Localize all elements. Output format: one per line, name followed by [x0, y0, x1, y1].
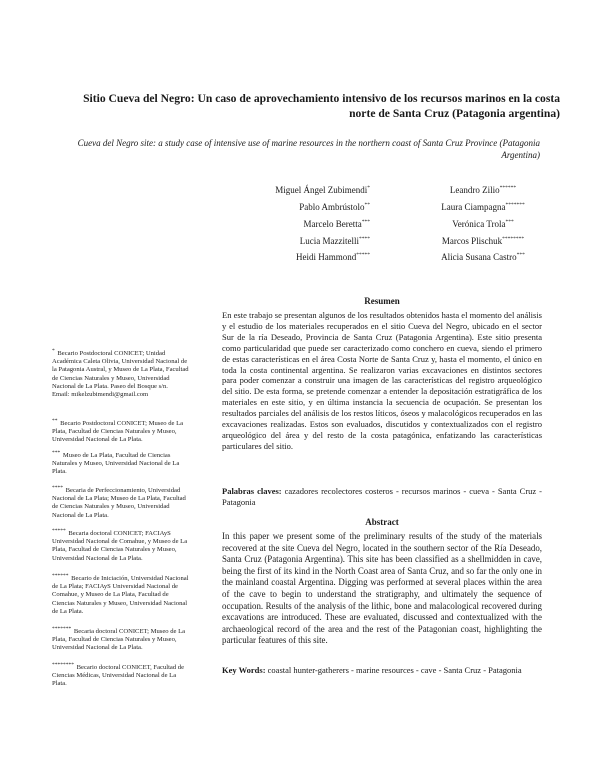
footnote-3: *** Museo de La Plata, Facultad de Ciencias Naturales y Museo, Universidad Nacional de La Plata.: [52, 449, 180, 476]
footnote-email: Email: mikelzubimendi@gmail.com: [52, 391, 149, 399]
author-left-1: Miguel Ángel Zubimendi*: [275, 185, 370, 195]
key-words: [222, 665, 542, 676]
footnote-2: ** Becario Postdoctoral CONICET; Museo de La Plata, Facultad de Ciencias Naturales y Museo, Universidad Nacional de La Plata.: [52, 417, 184, 444]
author-right-2: Laura Ciampagna*******: [441, 202, 525, 212]
footnote-4: **** Becaria de Perfeccionamiento, Universidad Nacional de La Plata; Museo de La Plata, Facultad de Ciencias Naturales y Museo, Universidad Nacional de La Plata.: [52, 484, 186, 519]
author-left-2: Pablo Ambrústolo**: [299, 202, 370, 212]
author-left-4: Lucia Mazzitelli****: [299, 236, 370, 246]
key-words-label: Key Words:: [222, 665, 266, 675]
resumen-heading: Resumen: [364, 296, 400, 306]
key-words-text: coastal hunter-gatherers - marine resources - cave - Santa Cruz - Patagonia: [267, 665, 522, 675]
footnote-1: * Becario Postdoctoral CONICET; Unidad Académica Caleta Olivia, Universidad Nacional de la Patagonia Austral, y Museo de La Plata, Facultad de Ciencias Naturales y Museo, Universidad Nacional de La Plata. Paseo del Bosque s/n. Email: mikelzubimendi@gmail.com: [52, 347, 189, 399]
footnote-5: ***** Becaria doctoral CONICET; FACIAyS Universidad Nacional de Comahue, y Museo de La Plata, Facultad de Ciencias Naturales y Museo, Universidad Nacional de La Plata.: [52, 527, 188, 562]
author-right-4: Marcos Plischuk********: [441, 236, 525, 246]
author-right-1: Leandro Zilio******: [449, 185, 517, 195]
palabras-claves-text: cazadores recolectores costeros - recursos marinos - cueva - Santa Cruz - Patagonia: [222, 486, 542, 507]
abstract-heading: Abstract: [365, 517, 399, 527]
author-left-5: Heidi Hammond*****: [296, 252, 370, 262]
palabras-claves-label: Palabras claves:: [222, 486, 282, 496]
footnote-7: ******* Becaria doctoral CONICET; Museo de La Plata, Facultad de Ciencias Naturales y Museo, Universidad Nacional de La Plata.: [52, 625, 186, 652]
author-right-3: Verónica Trola***: [452, 219, 514, 229]
paper-title: Sitio Cueva del Negro: Un caso de aprovechamiento intensivo de los recursos marinos en la costa norte de Santa Cruz (Patagonia argentina): [83, 92, 560, 120]
author-right-5: Alicia Susana Castro***: [441, 252, 525, 262]
paper-subtitle: Cueva del Negro site: a study case of intensive use of marine resources in the northern coast of Santa Cruz Province (Patagonia Argentina): [77, 138, 540, 160]
author-left-3: Marcelo Beretta***: [303, 219, 370, 229]
palabras-claves: [222, 486, 542, 508]
resumen-text: En este trabajo se presentan algunos de los resultados obtenidos hasta el momento del análisis y el estudio de los materiales recuperados en el sitio Cueva del Negro, ubicado en el sector Sur de la ría Deseado, Provincia de Santa Cruz (Patagonia Argentina). Este sitio presenta como particularidad que puede ser caracterizado como conchero en cueva, siendo el primero de estas características en el área Costa Norte de Santa Cruz y, hasta el momento, el único en toda la costa continental argentina. Se realizaron varias excavaciones en distintos sectores para poder comenzar a construir una imagen de las características del registro arqueológico del sitio. De esta forma, se pretende comenzar a entender la depositación estratigráfica de los materiales en este sitio, y en última instancia la secuencia de ocupación. Se presentan los resultados parciales del análisis de los restos líticos, óseos y malacológicos recuperados en las excavaciones realizadas. Estos son evaluados, discutidos y contextualizados con el registro arqueológico del área y del resto de la costa patagónica, enfatizando las características particulares del sitio.: [222, 310, 542, 451]
footnote-6: ****** Becario de Iniciación, Universidad Nacional de La Plata; FACIAyS Universidad Nacional de Comahue, y Museo de La Plata, Facultad de Ciencias Naturales y Museo, Universidad Nacional de La Plata.: [52, 572, 189, 615]
footnote-8: ******** Becario doctoral CONICET, Facultad de Ciencias Médicas, Universidad Nacional de La Plata.: [52, 661, 185, 688]
abstract-text: In this paper we present some of the preliminary results of the study of the materials recovered at the site Cueva del Negro, located in the southern sector of the Ría Deseado, Santa Cruz (Patagonia Argentina). This site has been classified as a shellmidden in cave, being the first of its kind in the North Coast area of Santa Cruz, and so far the only one in the mainland coastal Argentina. Digging was performed at several places within the area of the cave to begin to understand the stratigraphy, and ultimately the sequence of occupation. Results of the analysis of the lithic, bone and malacological recovered during excavations are introduced. These are evaluated, discussed and contextualized with the archaeological record of the area and the rest of the Patagonian coast, highlighting the particular features of this site.: [222, 531, 542, 646]
